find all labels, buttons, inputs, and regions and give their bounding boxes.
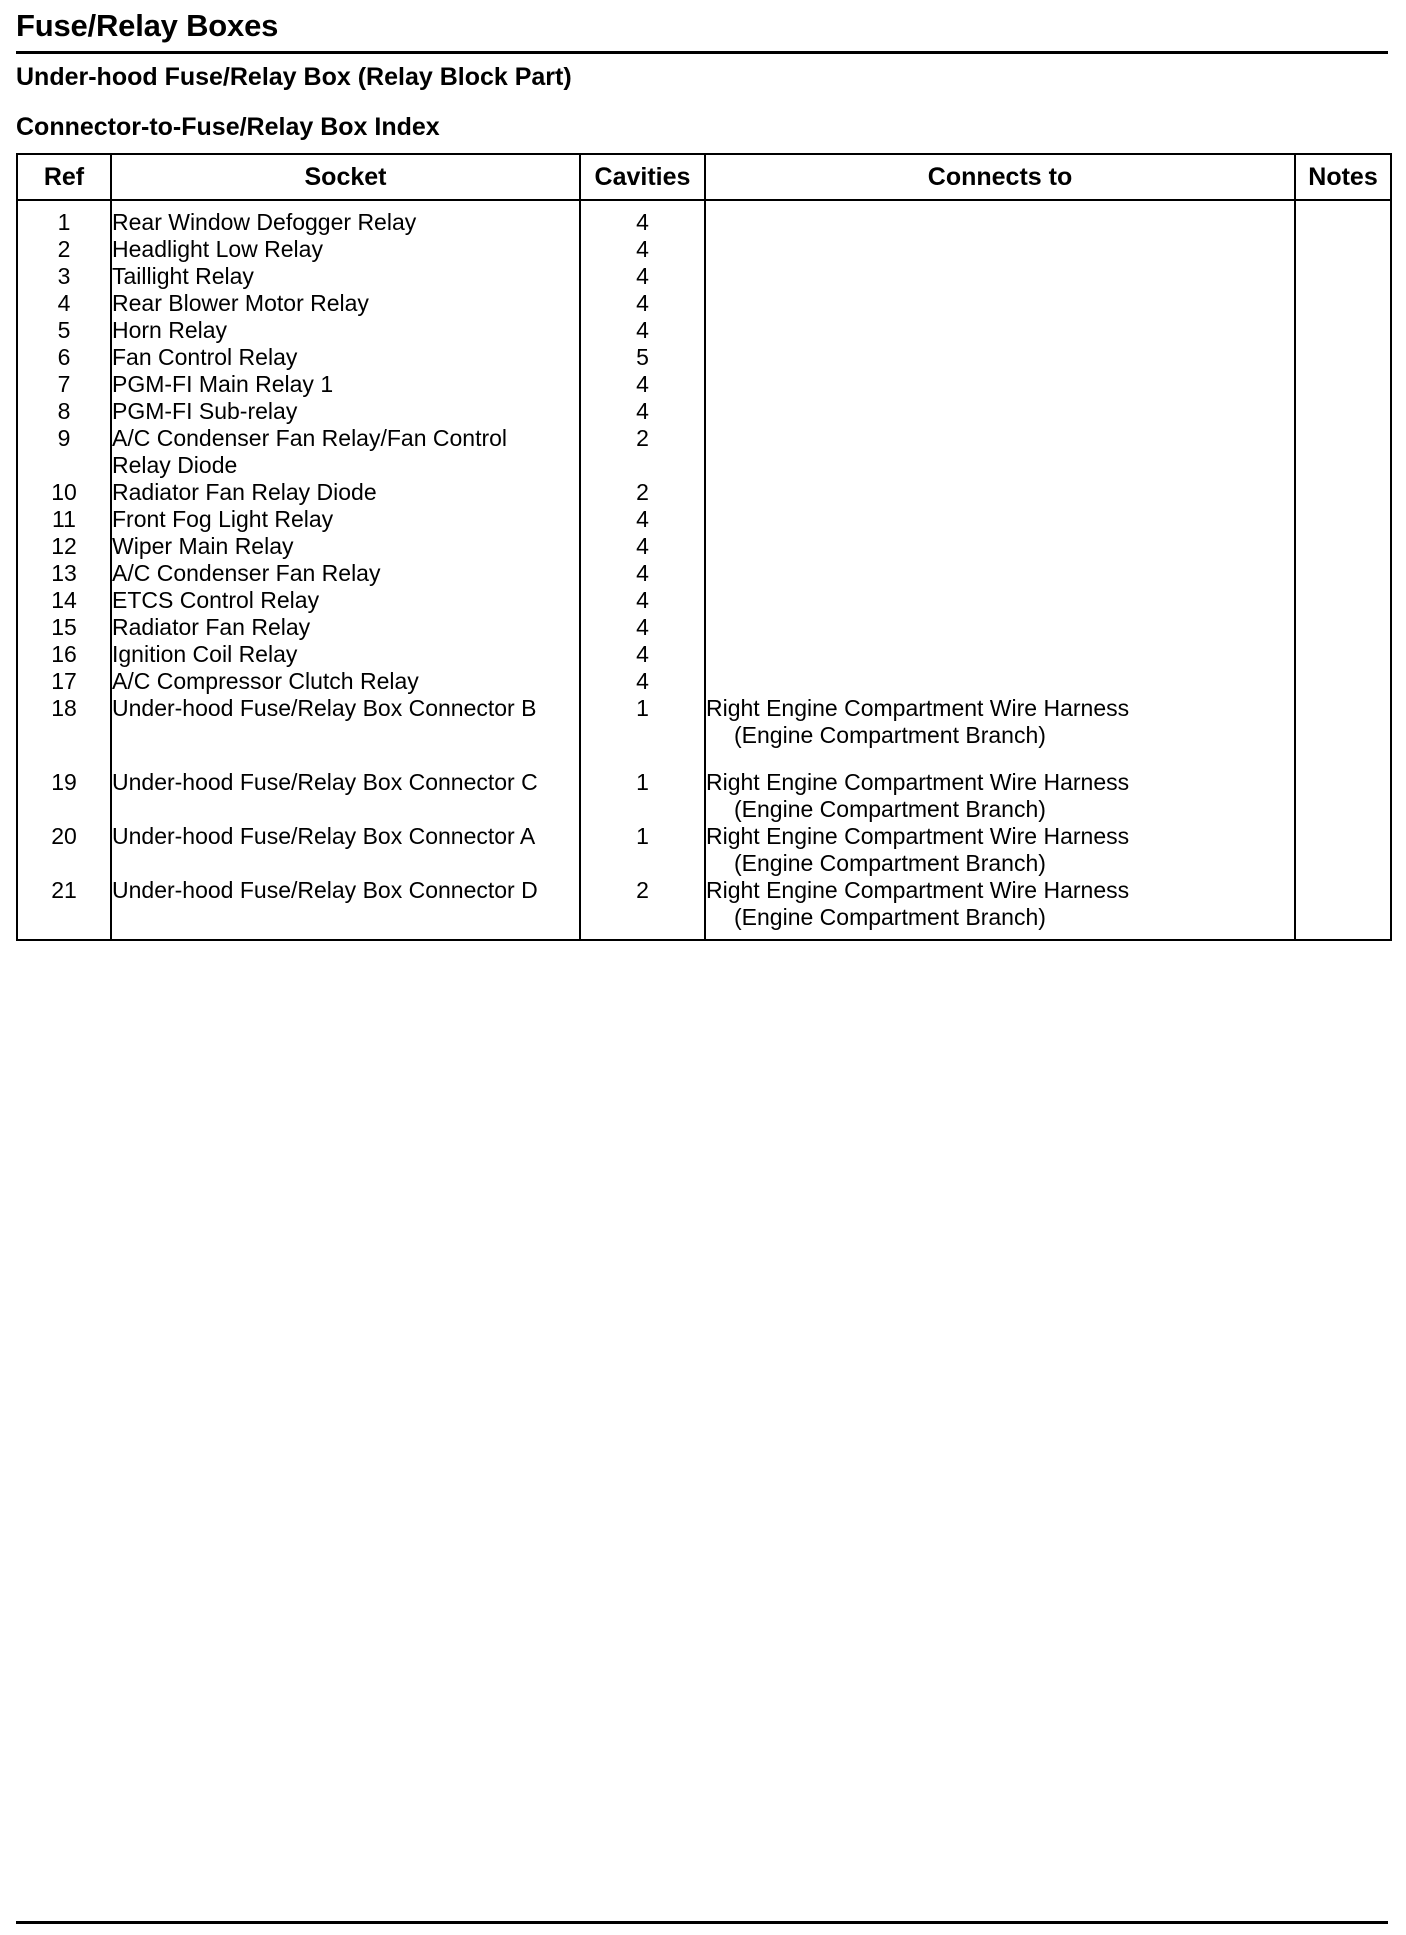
table-row xyxy=(17,263,1391,290)
cell-ref: 13 xyxy=(17,560,111,587)
cell-notes xyxy=(1295,398,1391,425)
cell-connects-to xyxy=(705,587,1295,614)
connects-to-line: (Engine Compartment Branch) xyxy=(734,850,1046,876)
cell-cavities: 4 xyxy=(580,236,705,263)
cell-cavities: 1 xyxy=(580,769,705,823)
header-cavities: Cavities xyxy=(580,154,705,200)
socket-line: Radiator Fan Relay Diode xyxy=(112,479,377,505)
cell-ref: 4 xyxy=(17,290,111,317)
cell-socket xyxy=(111,668,580,695)
table-row xyxy=(17,398,1391,425)
cell-cavities: 1 xyxy=(580,695,705,769)
table-row xyxy=(17,877,1391,940)
page-title: Fuse/Relay Boxes xyxy=(16,8,279,43)
socket-line: PGM-FI Main Relay 1 xyxy=(112,371,334,397)
table-row xyxy=(17,371,1391,398)
socket-line: ETCS Control Relay xyxy=(112,587,320,613)
cell-socket xyxy=(111,641,580,668)
cell-socket xyxy=(111,200,580,236)
cell-ref: 1 xyxy=(17,200,111,236)
cell-notes xyxy=(1295,668,1391,695)
cell-notes xyxy=(1295,769,1391,823)
cell-cavities: 4 xyxy=(580,263,705,290)
table-row xyxy=(17,614,1391,641)
cell-cavities: 4 xyxy=(580,614,705,641)
socket-line: Horn Relay xyxy=(112,317,228,343)
table-row xyxy=(17,823,1391,877)
cell-cavities: 4 xyxy=(580,506,705,533)
cell-ref: 15 xyxy=(17,614,111,641)
table-row xyxy=(17,587,1391,614)
cell-socket xyxy=(111,877,580,940)
cell-socket xyxy=(111,371,580,398)
cell-notes xyxy=(1295,371,1391,398)
cell-ref: 10 xyxy=(17,479,111,506)
connects-to-line: (Engine Compartment Branch) xyxy=(734,796,1046,822)
table-row xyxy=(17,506,1391,533)
table-row xyxy=(17,200,1391,236)
cell-ref: 7 xyxy=(17,371,111,398)
cell-connects-to xyxy=(705,506,1295,533)
cell-connects-to xyxy=(705,479,1295,506)
cell-connects-to xyxy=(705,236,1295,263)
table-row xyxy=(17,290,1391,317)
table-body xyxy=(17,200,1391,940)
cell-connects-to xyxy=(705,344,1295,371)
socket-line: A/C Condenser Fan Relay/Fan Control xyxy=(112,425,508,451)
bottom-rule xyxy=(16,1921,1388,1924)
cell-ref: 20 xyxy=(17,823,111,877)
cell-cavities: 2 xyxy=(580,877,705,940)
cell-cavities: 2 xyxy=(580,425,705,479)
cell-connects-to xyxy=(705,290,1295,317)
socket-line: PGM-FI Sub-relay xyxy=(112,398,298,424)
cell-socket xyxy=(111,425,580,479)
table-row xyxy=(17,533,1391,560)
cell-ref: 12 xyxy=(17,533,111,560)
socket-line: Ignition Coil Relay xyxy=(112,641,298,667)
header-socket: Socket xyxy=(111,154,580,200)
cell-ref: 5 xyxy=(17,317,111,344)
table-row xyxy=(17,560,1391,587)
socket-line: Rear Window Defogger Relay xyxy=(112,209,417,235)
cell-cavities: 4 xyxy=(580,317,705,344)
cell-socket xyxy=(111,506,580,533)
cell-notes xyxy=(1295,200,1391,236)
cell-cavities: 4 xyxy=(580,587,705,614)
cell-notes xyxy=(1295,695,1391,769)
cell-cavities: 1 xyxy=(580,823,705,877)
header-ref: Ref xyxy=(17,154,111,200)
header-connects-to: Connects to xyxy=(705,154,1295,200)
table-row xyxy=(17,236,1391,263)
cell-socket xyxy=(111,533,580,560)
socket-line: Radiator Fan Relay xyxy=(112,614,311,640)
cell-ref: 17 xyxy=(17,668,111,695)
cell-socket xyxy=(111,769,580,823)
connector-index-table xyxy=(16,153,1392,941)
cell-ref: 16 xyxy=(17,641,111,668)
table-header-row xyxy=(17,154,1391,200)
table-row xyxy=(17,641,1391,668)
cell-ref: 11 xyxy=(17,506,111,533)
socket-line: Under-hood Fuse/Relay Box Connector A xyxy=(112,823,536,849)
cell-cavities: 4 xyxy=(580,641,705,668)
cell-socket xyxy=(111,560,580,587)
cell-cavities: 4 xyxy=(580,200,705,236)
cell-ref: 6 xyxy=(17,344,111,371)
cell-connects-to xyxy=(705,668,1295,695)
cell-cavities: 4 xyxy=(580,398,705,425)
table-row xyxy=(17,695,1391,769)
cell-connects-to xyxy=(705,641,1295,668)
socket-line: Under-hood Fuse/Relay Box Connector B xyxy=(112,695,537,721)
cell-notes xyxy=(1295,425,1391,479)
socket-line: A/C Condenser Fan Relay xyxy=(112,560,381,586)
socket-line: Rear Blower Motor Relay xyxy=(112,290,369,316)
socket-line: Fan Control Relay xyxy=(112,344,298,370)
cell-connects-to xyxy=(705,371,1295,398)
socket-line: Taillight Relay xyxy=(112,263,254,289)
connects-to-line: Right Engine Compartment Wire Harness xyxy=(706,877,1130,903)
cell-cavities: 4 xyxy=(580,533,705,560)
socket-line: Under-hood Fuse/Relay Box Connector D xyxy=(112,877,538,903)
cell-socket xyxy=(111,236,580,263)
cell-ref: 2 xyxy=(17,236,111,263)
cell-connects-to xyxy=(705,200,1295,236)
table-row xyxy=(17,769,1391,823)
cell-socket xyxy=(111,317,580,344)
cell-notes xyxy=(1295,479,1391,506)
cell-socket xyxy=(111,614,580,641)
cell-connects-to xyxy=(705,769,1295,823)
cell-connects-to xyxy=(705,877,1295,940)
cell-connects-to xyxy=(705,823,1295,877)
connects-to-line: (Engine Compartment Branch) xyxy=(734,904,1046,930)
cell-connects-to xyxy=(705,317,1295,344)
cell-notes xyxy=(1295,877,1391,940)
index-title: Connector-to-Fuse/Relay Box Index xyxy=(16,113,440,141)
table-row xyxy=(17,425,1391,479)
cell-socket xyxy=(111,263,580,290)
cell-notes xyxy=(1295,823,1391,877)
cell-notes xyxy=(1295,560,1391,587)
cell-cavities: 4 xyxy=(580,668,705,695)
cell-notes xyxy=(1295,587,1391,614)
connects-to-line: Right Engine Compartment Wire Harness xyxy=(706,695,1130,721)
cell-socket xyxy=(111,695,580,769)
cell-cavities: 4 xyxy=(580,371,705,398)
connects-to-line: Right Engine Compartment Wire Harness xyxy=(706,769,1130,795)
cell-cavities: 5 xyxy=(580,344,705,371)
cell-ref: 21 xyxy=(17,877,111,940)
cell-notes xyxy=(1295,290,1391,317)
cell-connects-to xyxy=(705,263,1295,290)
socket-line: Under-hood Fuse/Relay Box Connector C xyxy=(112,769,538,795)
cell-notes xyxy=(1295,641,1391,668)
table-row xyxy=(17,479,1391,506)
cell-ref: 3 xyxy=(17,263,111,290)
cell-socket xyxy=(111,587,580,614)
table-row xyxy=(17,317,1391,344)
socket-line: Relay Diode xyxy=(112,452,238,478)
connects-to-line: (Engine Compartment Branch) xyxy=(734,722,1046,748)
socket-line: Front Fog Light Relay xyxy=(112,506,334,532)
cell-ref: 14 xyxy=(17,587,111,614)
cell-connects-to xyxy=(705,425,1295,479)
cell-cavities: 2 xyxy=(580,479,705,506)
cell-notes xyxy=(1295,533,1391,560)
cell-connects-to xyxy=(705,533,1295,560)
cell-socket xyxy=(111,479,580,506)
cell-ref: 9 xyxy=(17,425,111,479)
cell-notes xyxy=(1295,344,1391,371)
title-rule xyxy=(16,51,1388,54)
cell-socket xyxy=(111,398,580,425)
cell-notes xyxy=(1295,236,1391,263)
cell-connects-to xyxy=(705,398,1295,425)
cell-connects-to xyxy=(705,695,1295,769)
socket-line: Wiper Main Relay xyxy=(112,533,294,559)
cell-ref: 19 xyxy=(17,769,111,823)
cell-ref: 18 xyxy=(17,695,111,769)
table-row xyxy=(17,668,1391,695)
cell-notes xyxy=(1295,263,1391,290)
header-notes: Notes xyxy=(1295,154,1391,200)
cell-socket xyxy=(111,290,580,317)
table-row xyxy=(17,344,1391,371)
connects-to-line: Right Engine Compartment Wire Harness xyxy=(706,823,1130,849)
cell-notes xyxy=(1295,614,1391,641)
cell-socket xyxy=(111,344,580,371)
cell-notes xyxy=(1295,506,1391,533)
section-title: Under-hood Fuse/Relay Box (Relay Block Part) xyxy=(16,63,572,91)
socket-line: Headlight Low Relay xyxy=(112,236,323,262)
cell-connects-to xyxy=(705,614,1295,641)
cell-socket xyxy=(111,823,580,877)
cell-connects-to xyxy=(705,560,1295,587)
socket-line: A/C Compressor Clutch Relay xyxy=(112,668,419,694)
cell-ref: 8 xyxy=(17,398,111,425)
cell-cavities: 4 xyxy=(580,560,705,587)
cell-cavities: 4 xyxy=(580,290,705,317)
cell-notes xyxy=(1295,317,1391,344)
